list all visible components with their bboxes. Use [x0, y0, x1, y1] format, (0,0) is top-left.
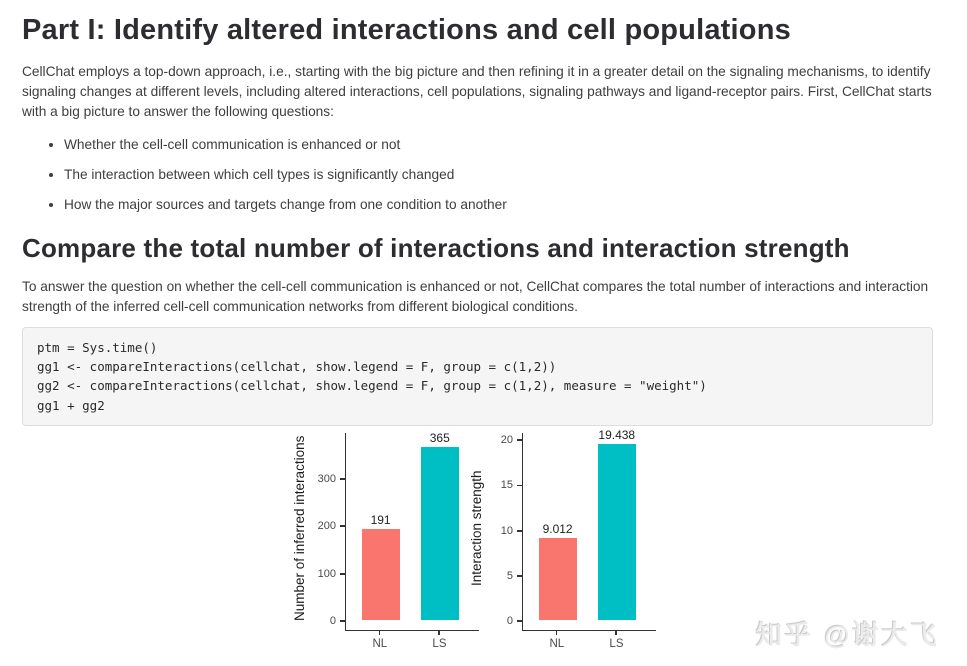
plot-area — [345, 430, 479, 631]
list-item: • How the major sources and targets change from one condition to another — [64, 195, 933, 214]
section-title: Compare the total number of interactions and interaction strength — [22, 233, 850, 263]
y-axis — [287, 433, 345, 631]
y-tick-label: 15 — [500, 479, 513, 492]
list-item: • Whether the cell-cell communication is enhanced or not — [64, 135, 933, 154]
bar-LS — [421, 447, 459, 620]
y-tick-label: 20 — [500, 434, 513, 447]
y-tick-label: 5 — [506, 569, 513, 582]
plot-area — [522, 428, 656, 631]
category-label: LS — [432, 638, 447, 650]
code-line: gg1 + gg2 — [37, 397, 105, 413]
code-block — [22, 327, 933, 426]
value-label: 19.438 — [598, 428, 636, 443]
value-label: 365 — [429, 430, 450, 445]
bar-chart-interaction-count — [287, 425, 487, 665]
code-line: ptm = Sys.time() — [37, 340, 158, 355]
y-tick-label: 200 — [317, 520, 336, 532]
y-tick-label: 100 — [317, 567, 336, 580]
x-tick-mark — [556, 631, 558, 635]
watermark: 知乎 @谢大飞 — [756, 620, 940, 650]
page-title: Part I: Identify altered interactions and cell populations — [22, 14, 791, 46]
y-tick-label: 300 — [317, 472, 336, 485]
y-tick-label: 0 — [506, 615, 513, 627]
bar-NL — [539, 538, 577, 620]
bar-LS — [598, 444, 636, 620]
list-item: • The interaction between which cell types is significantly changed — [64, 165, 933, 184]
x-tick-mark — [615, 631, 617, 635]
x-axis — [345, 631, 479, 657]
code-line: gg2 <- compareInteractions(cellchat, show.legend = F, group = c(1,2), measure = "weight") — [37, 378, 707, 394]
x-tick-mark — [438, 631, 440, 635]
bar-chart-interaction-strength — [464, 425, 664, 665]
bar-NL — [362, 529, 400, 620]
category-label: LS — [609, 638, 624, 650]
y-axis — [464, 433, 522, 631]
y-tick-label: 0 — [329, 615, 336, 627]
x-tick-mark — [379, 631, 381, 635]
intro-paragraph: CellChat employs a top-down approach, i.e., starting with the big picture and then refining it in a greater detail on the signaling mechanisms, to identify signaling changes at different levels, including altered interactions, cell populations, signaling pathways and ligand-receptor pairs. First, CellChat starts with a big picture to answer the following questions: — [22, 64, 932, 119]
category-label: NL — [549, 638, 565, 650]
value-label: 191 — [370, 513, 391, 528]
question-list — [48, 135, 933, 214]
section-paragraph: To answer the question on whether the cell-cell communication is enhanced or not, CellChat compares the total number of interactions and interaction strength of the inferred cell-cell communication networks from different biological conditions. — [22, 279, 929, 314]
y-axis-title: Number of inferred interactions — [292, 435, 307, 621]
value-label: 9.012 — [542, 522, 573, 537]
y-axis-title: Interaction strength — [469, 470, 484, 586]
category-label: NL — [372, 638, 388, 650]
x-axis — [522, 631, 656, 657]
code-line: gg1 <- compareInteractions(cellchat, show.legend = F, group = c(1,2)) — [37, 359, 557, 375]
y-tick-label: 10 — [500, 524, 513, 537]
